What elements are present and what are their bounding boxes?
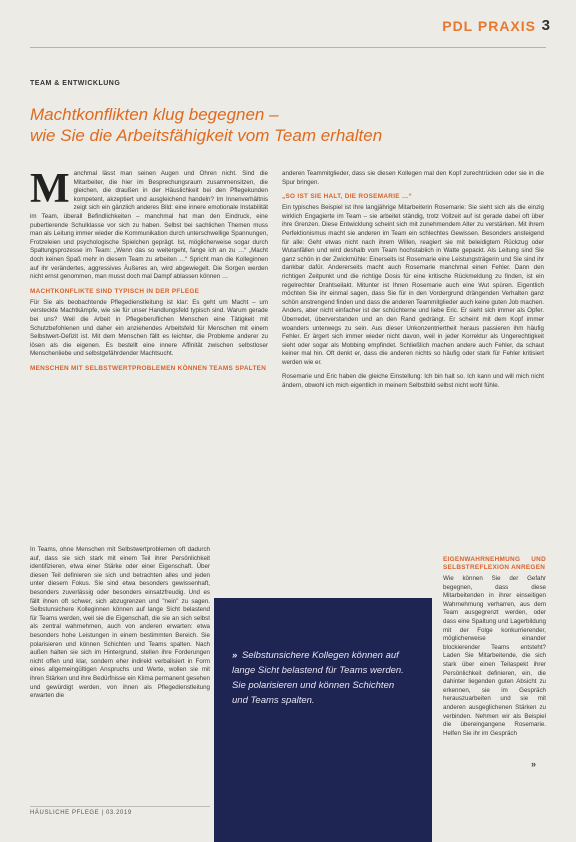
right-paragraph-1: anderen Teammitglieder, dass sie diesen Kollegen mal den Kopf zurechtrücken oder sie in die Spur bringen. [282, 170, 544, 186]
headline-line-1: Machtkonflikten klug begegnen – [30, 105, 279, 124]
header-rule [30, 47, 546, 48]
right-paragraph-3: Rosemarie und Eric haben die gleiche Einstellung: Ich bin halt so. Ich kann und will mich nicht ändern, obwohl ich mich eigentlich in meinem Selbstbild selbst nicht wohl fühle. [282, 373, 544, 390]
intro-paragraph [30, 166, 268, 282]
headline-line-2: wie Sie die Arbeitsfähigkeit vom Team erhalten [30, 126, 383, 145]
article-kicker: TEAM & ENTWICKLUNG [30, 80, 121, 87]
section-heading-power-conflicts: MACHTKONFLIKTE SIND TYPISCH IN DER PFLEGE [30, 287, 200, 295]
section-text-self-worth: In Teams, ohne Menschen mit Selbstwertproblemen oft dadurch auf, dass sie sich stark mit einem Teil ihrer Persönlichkeit identifizieren, etwa einer Stärke oder einer Eigenschaft. Über diesen Teil definieren sie sich und betrachten alles und jeden unter diesem Fokus. Sie sind etwa besonders gewissenhaft, besonders zuverlässig oder besonders einsatzfreudig. Und es fällt ihnen oft schwer, sich abzugrenzen und "nein" zu sagen. Selbstunsichere Kolleginnen können auf lange Sicht belastend für Teams werden, weil sie die Eigenschaft, die sie an sich selbst als zentral wahrnehmen, auch von anderen erwarten: etwa besonders hohe Leistungen in einem bestimmten Bereich. Sie polarisieren und können Schichten und Teams spalten. Nach außen halten sie sich im Hintergrund, stellen ihre Forderungen nicht offen und klar, sondern eher indirekt verbalisiert in Form eines allgemeingültigen Anspruchs und Werte, wollen sie mit ihren Stärken und ihre Bedürfnisse ein Klima permanent gesehen und gewürdigt werden, von ihnen als Pflegedienstleitung erwarten die [30, 546, 210, 700]
right-paragraph-2: Ein typisches Beispiel ist Ihre langjährige Mitarbeiterin Rosemarie: Sie sieht sich als die einzig wirklich Engagierte im Team – sie arbeitet ständig, trotz Vollzeit auf ist gerade dabei oft über ihre Grenzen. Diese Entwicklung scheint sich mit zunehmendem Alter zu verstärken. Mit ihrem Perfektionismus macht sie anderen im Team ein schlechtes Gewissen. Besonders ansteigend für alle: Geht etwas nicht nach ihrem Willen, reagiert sie mit beleidigtem Rückzug oder Wutanfällen und wird deshalb vom Team hochstablich in Watte gepackt. Als Leitung sind Sie ganz schön in der Zwickmühle: Einerseits ist Rosemarie eine Leistungsträgerin und Sie sind ihr dankbar dafür. Andererseits macht auch Rosemarie manchmal einen Fehler. Dann den richtigen Zeitpunkt und die richtige Dosis für eine kritische Rückmeldung zu finden, ist ein regelrechter Drahtseilakt. Mitunter ist Ihnen Rosemarie auch eine Wut spüren. Eigentlich möchten Sie ihr einmal sagen, dass Sie für in den Vordergrund drängenden Verhalten ganz schön anstrengend finden und dass die anderen Teammitglieder auch keine guten Job machen. Anders, aber nicht einfacher ist der schüchterne und liebe Eric. Er sieht sich immer als Opfer. Überredet, überverstanden und an den Rand gedrängt. Er scheint mit dem Kopf immer woanders unterwegs zu sein. Aus dieser Unkonzentriertheit heraus passieren ihm häufig Fehler. Er ärgert sich immer wieder nicht davon, weil in jeder Korrektur als Ungerechtigkeit sieht oder sogar als Mobbing empfindet. Schließlich machen andere auch Fehler, da schaut keiner mal hin. Oft denkt er, dass die anderen nichts so häufig oder stark für Fehler kritisiert werden wie er. [282, 204, 545, 366]
section-text-power-conflicts: Für Sie als beobachtende Pflegedienstleitung ist klar: Es geht um Macht – um versteckte Machtkämpfe, wie sie für unser Handlungsfeld typisch sind. Warum gerade bei uns? Weil die Arbeit in Pflegeberuflichen Menschen eine Tätigkeit mit Schutzbefohlenen und daher ein anziehendes Arbeitsfeld für Menschen mit einem Selbstwert-Defizit ist. Mit dem Menschen fällt es leichter, die Probleme anderer zu lösen als die eigenen. Es bestellt eine innere Affinität zwischen selbstloser Menschenliebe und selbstgefährdender Machtsucht. [30, 298, 268, 358]
pull-quote-text: Selbstunsichere Kollegen können auf lange Sicht belastend für Teams werden. Sie polarisieren und können Schichten und Teams spalten. [232, 650, 404, 706]
footer-rule [30, 806, 210, 807]
pull-quote [232, 648, 412, 708]
continue-arrow-icon: » [531, 759, 537, 769]
self-worth-text-column [30, 546, 210, 701]
intro-text: anchmal lässt man seinen Augen und Ohren nicht. Sind die Mitarbeiter, die hier im Besprechungsraum zusammensitzen, die gleichen, die draußen in der Häuslichkeit bei den Pflegekunden kompetent, akzeptiert und ausgleichend handeln? Im Innenverhältnis zeigt sich ein gänzlich anderes Bild: eine innere emotionale Instabilität im Team, überall Befindlichkeiten – manchmal hat man den Eindruck, eine pubertierende Schulklasse vor sich zu haben. Selbst bei sachlichen Themen muss man als Leitung immer wieder die Kommunikation durch unterschwellige Spannungen, Frotzeleien und psychologische Spielchen geprägt. Ist, möglicherweise sogar durch Spaltungsprozesse im Team: „Wenn das so weitergeht, fange ich an zu …“ „Macht doch keinen Spaß mehr in diesem Team zu arbeiten …“ Spricht man die Kolleginnen auf ihr verändertes, aggressives Äußeres an, wird abgewiegelt. Die Sorgen werden nicht ernst genommen, man musst doch mal Dampf ablassen können … [30, 170, 268, 281]
section-heading-self-worth: MENSCHEN MIT SELBSTWERTPROBLEMEN KÖNNEN TEAMS SPALTEN [30, 364, 267, 372]
section-title: PDL PRAXIS [442, 18, 536, 34]
pull-quote-box [214, 598, 432, 842]
section-text-reflection: Wie können Sie der Gefahr begegnen, dass diese Mitarbeitenden in ihrer einseitigen Wahrnehmung verharren, aus dem Team ausgegrenzt werden, oder dass eine Spaltung und Lagerbildung mit der Folge konkurrierender, möglicherweise einander blockierender Teams entsteht? Laden Sie Mitarbeitende, die sich stark über einen Teilaspekt ihrer Persönlichkeit definieren, ein, die dahinter liegenden guten Absicht zu erkennen, sie im Gespräch herauszuarbeiten und sie mit anderen ausgeglichenen Stärken zu verbinden. Nehmen wir als Beispiel die übereingangene Rosemarie. Helfen Sie ihr im Gespräch [443, 575, 546, 737]
right-column [282, 170, 544, 397]
reflection-column [443, 556, 546, 738]
section-heading-reflection: EIGENWAHRNEHMUNG UND SELBSTREFLEXION ANREGEN [443, 556, 546, 571]
dropcap: M [30, 166, 70, 212]
left-column [30, 166, 268, 376]
section-heading-rosemarie: „SO IST SIE HALT, DIE ROSEMARIE …“ [282, 193, 413, 201]
page-number: 3 [541, 17, 550, 34]
article-headline [30, 104, 500, 146]
quote-mark-icon: » [232, 650, 238, 661]
footer-text: HÄUSLICHE PFLEGE | 03.2019 [30, 810, 132, 816]
